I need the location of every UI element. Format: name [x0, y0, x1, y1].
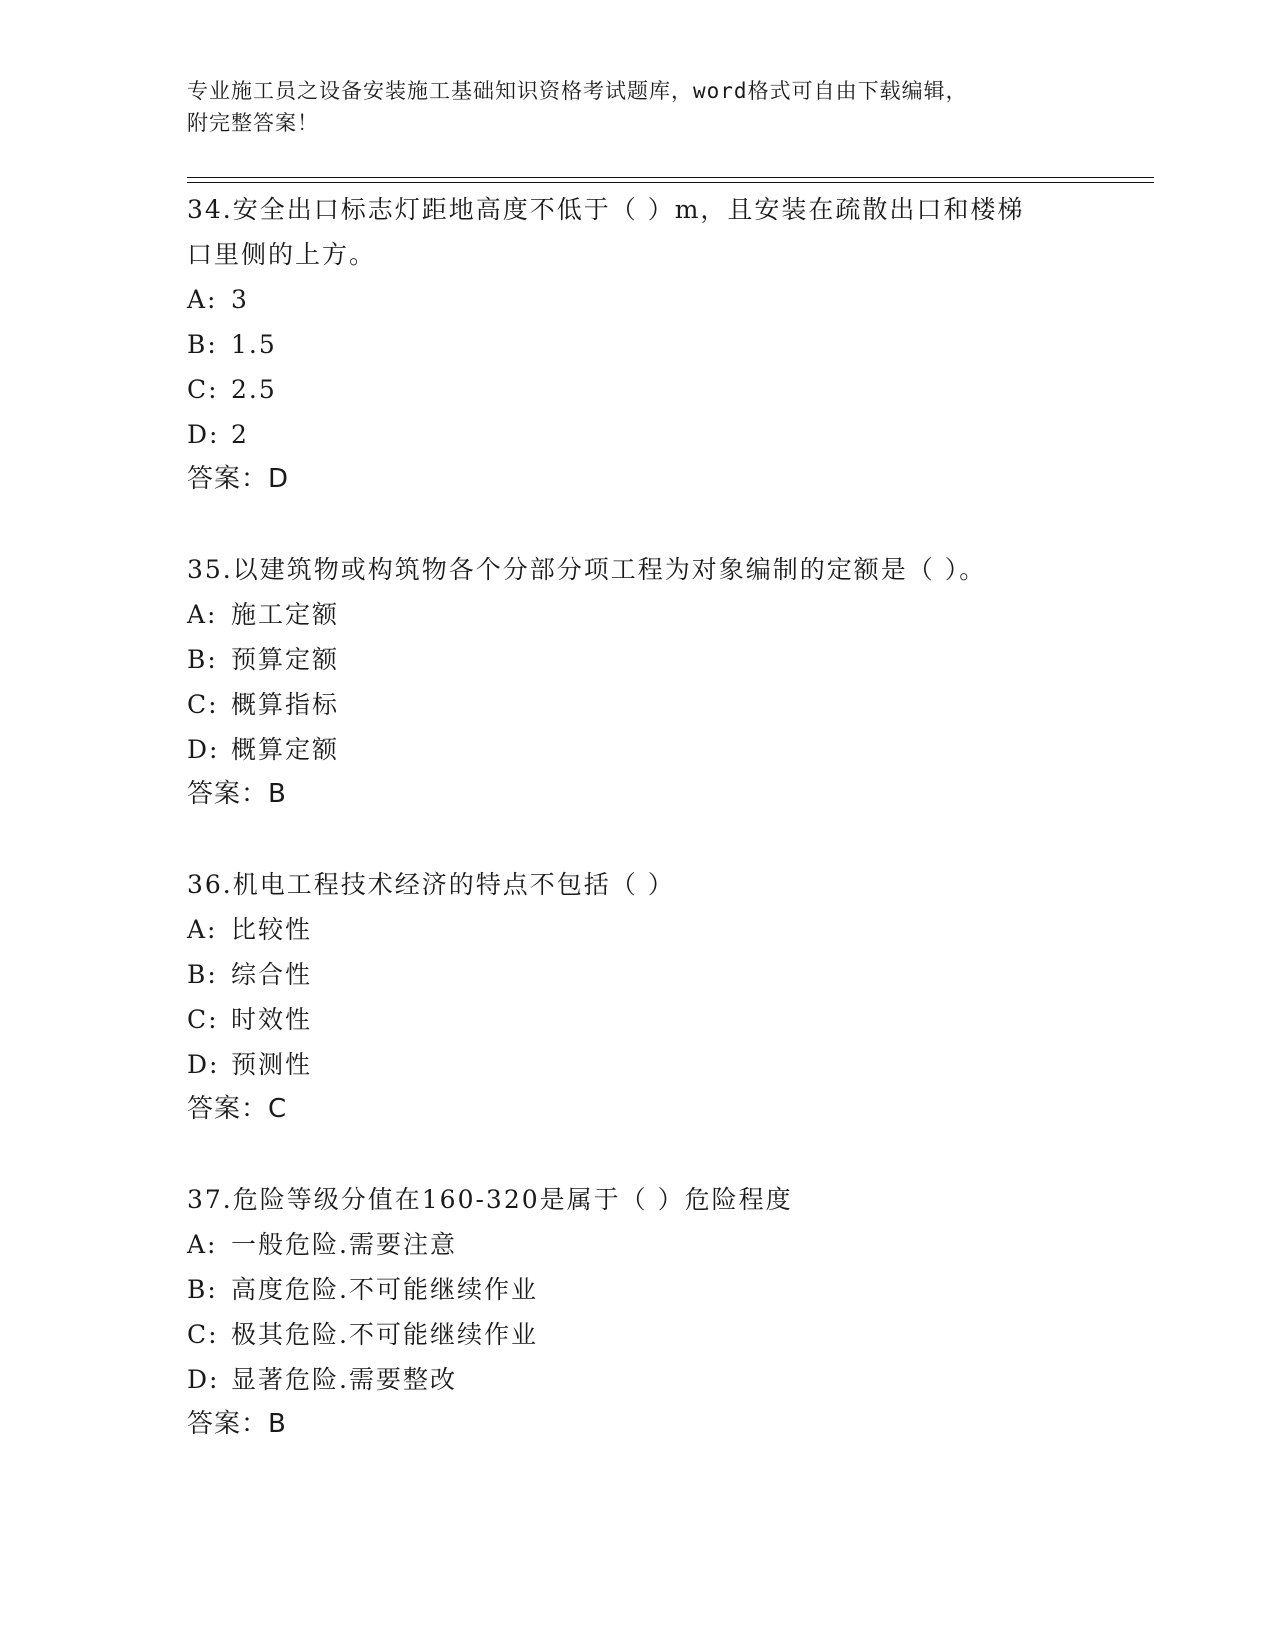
option-letter: C: — [187, 375, 219, 404]
option-letter: A: — [187, 1230, 218, 1259]
option-text: 一般危险.需要注意 — [231, 1230, 457, 1259]
option-text: 概算指标 — [231, 690, 340, 719]
option-d — [187, 727, 1087, 772]
question-35 — [187, 547, 1087, 817]
option-a — [187, 277, 1087, 322]
option-letter: D: — [187, 420, 220, 449]
option-d — [187, 1042, 1087, 1087]
option-text: 概算定额 — [231, 735, 340, 764]
option-text: 预算定额 — [231, 645, 340, 674]
option-letter: B: — [187, 330, 218, 359]
question-stem-line: 36.机电工程技术经济的特点不包括（ ） — [187, 870, 675, 899]
option-text: 高度危险.不可能继续作业 — [231, 1275, 538, 1304]
option-c — [187, 367, 1087, 412]
option-letter: D: — [187, 1050, 220, 1079]
option-d — [187, 1357, 1087, 1402]
question-stem-line: 35.以建筑物或构筑物各个分部分项工程为对象编制的定额是（ ）。 — [187, 555, 987, 584]
option-text: 显著危险.需要整改 — [231, 1365, 457, 1394]
document-header — [187, 75, 1087, 139]
option-d — [187, 412, 1087, 457]
option-letter: A: — [187, 285, 218, 314]
option-letter: A: — [187, 915, 218, 944]
option-b — [187, 322, 1087, 367]
question-36 — [187, 862, 1087, 1132]
option-c — [187, 682, 1087, 727]
question-34 — [187, 187, 1087, 502]
option-letter: C: — [187, 1320, 219, 1349]
option-b — [187, 637, 1087, 682]
option-a — [187, 1222, 1087, 1267]
option-letter: D: — [187, 735, 220, 764]
answer-line: 答案：D — [187, 464, 290, 494]
answer-line: 答案：B — [187, 779, 287, 809]
option-text: 2.5 — [231, 375, 277, 404]
question-37 — [187, 1177, 1087, 1447]
option-c — [187, 997, 1087, 1042]
header-line-2: 附完整答案！ — [187, 111, 319, 135]
header-divider-top — [187, 177, 1154, 178]
option-letter: D: — [187, 1365, 220, 1394]
option-b — [187, 1267, 1087, 1312]
question-stem-line: 34.安全出口标志灯距地高度不低于（ ）m，且安装在疏散出口和楼梯 — [187, 195, 1025, 224]
option-text: 2 — [231, 420, 249, 449]
option-a — [187, 592, 1087, 637]
header-divider-bottom — [187, 182, 1154, 183]
option-a — [187, 907, 1087, 952]
option-c — [187, 1312, 1087, 1357]
header-line-1: 专业施工员之设备安装施工基础知识资格考试题库，word格式可自由下载编辑， — [187, 79, 968, 103]
option-letter: C: — [187, 1005, 219, 1034]
option-letter: A: — [187, 600, 218, 629]
option-text: 极其危险.不可能继续作业 — [231, 1320, 538, 1349]
option-b — [187, 952, 1087, 997]
option-text: 比较性 — [231, 915, 313, 944]
option-letter: B: — [187, 960, 218, 989]
option-letter: B: — [187, 645, 218, 674]
answer-line: 答案：B — [187, 1409, 287, 1439]
option-text: 施工定额 — [231, 600, 340, 629]
question-stem-line: 37.危险等级分值在160-320是属于（ ）危险程度 — [187, 1185, 793, 1214]
option-text: 预测性 — [231, 1050, 313, 1079]
option-letter: C: — [187, 690, 219, 719]
option-text: 3 — [231, 285, 249, 314]
answer-line: 答案：C — [187, 1094, 288, 1124]
option-text: 时效性 — [231, 1005, 313, 1034]
question-stem-line: 口里侧的上方。 — [187, 240, 377, 269]
option-text: 1.5 — [231, 330, 277, 359]
option-text: 综合性 — [231, 960, 313, 989]
option-letter: B: — [187, 1275, 218, 1304]
